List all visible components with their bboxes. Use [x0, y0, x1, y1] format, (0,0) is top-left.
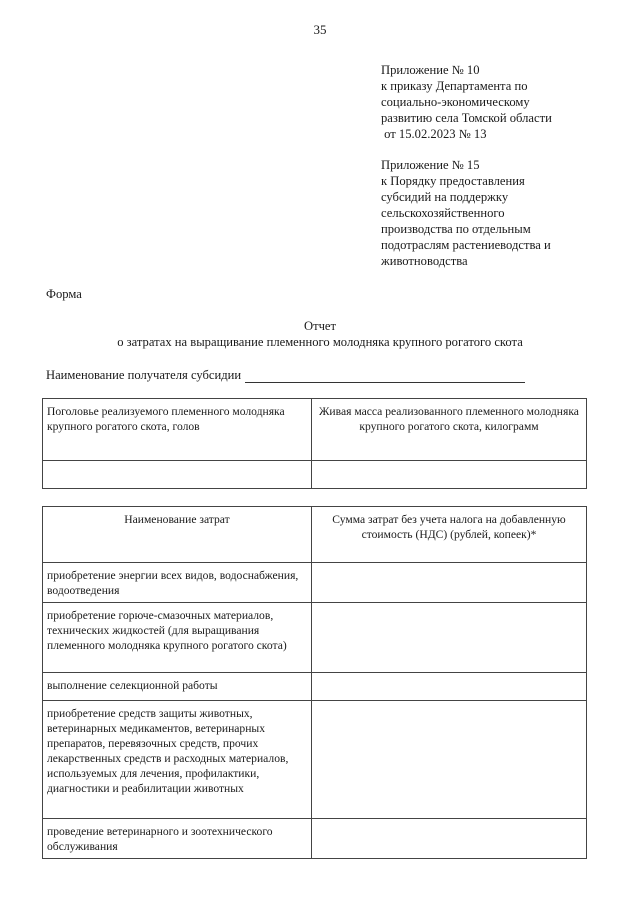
cost-name-cell: приобретение горюче-смазочных материалов, технических жидкостей (для выращивания племенного молодняка крупного рогатого скота) — [43, 603, 312, 673]
value-cell-head-count[interactable] — [43, 461, 312, 489]
page-number: 35 — [313, 22, 327, 37]
header-cell-cost-amount: Сумма затрат без учета налога на добавленную стоимость (НДС) (рублей, копеек)* — [312, 507, 587, 563]
table-costs — [42, 506, 587, 859]
table-row — [43, 819, 587, 859]
report-subtitle: о затратах на выращивание племенного молодняка крупного рогатого скота — [117, 335, 523, 349]
cost-name-cell: выполнение селекционной работы — [43, 673, 312, 701]
value-cell-live-weight[interactable] — [312, 461, 587, 489]
table-row — [43, 603, 587, 673]
table-livestock — [42, 398, 587, 489]
appendix-15-line: животноводства — [381, 254, 468, 268]
table-header-row — [43, 399, 587, 461]
appendix-10-line: к приказу Департамента по — [381, 79, 528, 93]
table-row — [43, 461, 587, 489]
recipient-row — [46, 368, 525, 383]
cost-name-cell: проведение ветеринарного и зоотехнического обслуживания — [43, 819, 312, 859]
recipient-input-line[interactable] — [245, 369, 525, 383]
report-title: Отчет — [303, 319, 337, 333]
header-cell-live-weight: Живая масса реализованного племенного молодняка крупного рогатого скота, килограмм — [312, 399, 587, 461]
cost-amount-cell[interactable] — [312, 603, 587, 673]
cost-name-cell: приобретение энергии всех видов, водоснабжения, водоотведения — [43, 563, 312, 603]
appendix-15-line: субсидий на поддержку — [381, 190, 509, 204]
table-row — [43, 673, 587, 701]
header-cell-head-count: Поголовье реализуемого племенного молодняка крупного рогатого скота, голов — [43, 399, 312, 461]
appendix-15-line: производства по отдельным — [381, 222, 531, 236]
appendix-10-line: Приложение № 10 — [381, 63, 480, 77]
recipient-label: Наименование получателя субсидии — [46, 368, 242, 382]
appendix-15-line: сельскохозяйственного — [381, 206, 505, 220]
appendix-10-line: социально-экономическому — [381, 95, 530, 109]
appendix-15-line: подотраслям растениеводства и — [381, 238, 551, 252]
table-header-row — [43, 507, 587, 563]
cost-amount-cell[interactable] — [312, 563, 587, 603]
appendix-10-block — [381, 62, 631, 142]
cost-amount-cell[interactable] — [312, 819, 587, 859]
appendix-10-line: развитию села Томской области — [381, 111, 552, 125]
form-label: Форма — [46, 287, 82, 301]
cost-name-cell: приобретение средств защиты животных, ветеринарных медикаментов, ветеринарных препаратов, перевязочных средств, прочих лекарственных средств и расходных материалов, используемых для лечения, профилактики, диагностики и реабилитации животных — [43, 701, 312, 819]
cost-amount-cell[interactable] — [312, 673, 587, 701]
cost-amount-cell[interactable] — [312, 701, 587, 819]
header-cell-cost-name: Наименование затрат — [43, 507, 312, 563]
table-row — [43, 563, 587, 603]
appendix-10-line: от 15.02.2023 № 13 — [381, 127, 487, 141]
appendix-15-block — [381, 157, 631, 269]
appendix-15-line: к Порядку предоставления — [381, 174, 525, 188]
table-row — [43, 701, 587, 819]
appendix-15-line: Приложение № 15 — [381, 158, 480, 172]
